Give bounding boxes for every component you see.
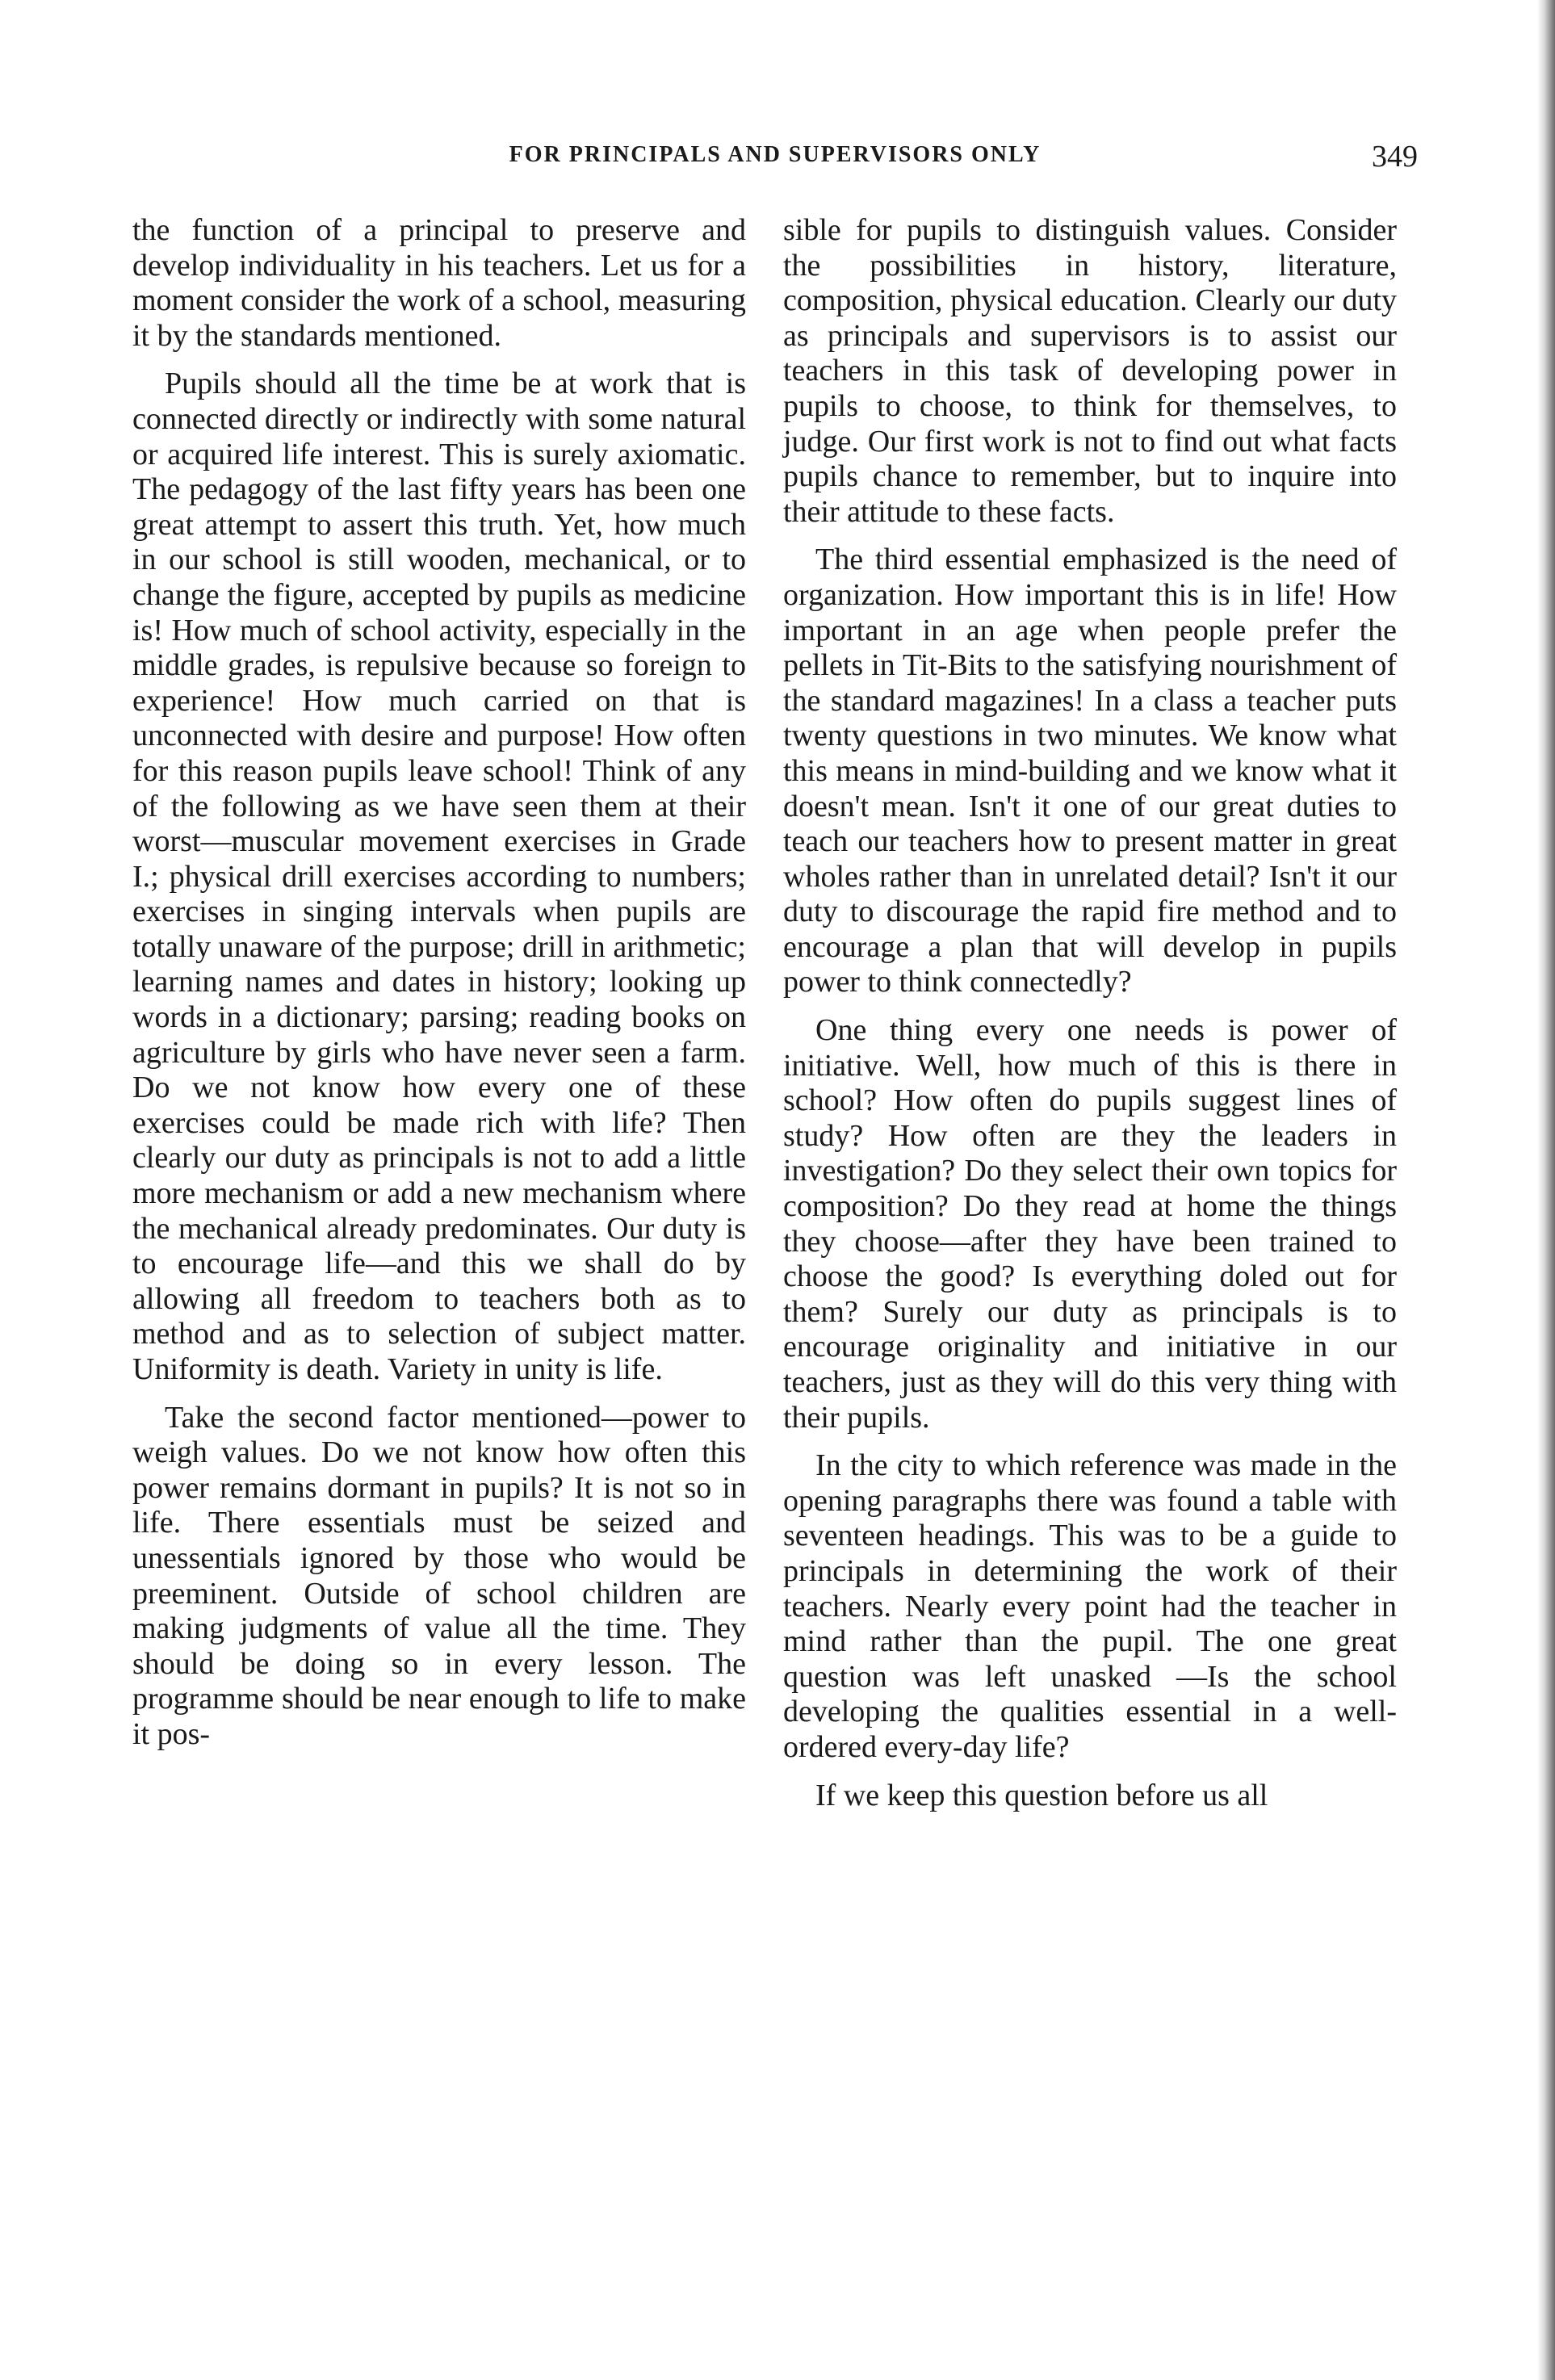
running-head: FOR PRINCIPALS AND SUPERVISORS ONLY <box>509 142 1042 167</box>
paragraph-right-4: In the city to which reference was made in the opening paragraphs there was found a table with seventeen headings. This was to be a guide to principals in determining the work of their teachers. Nearly every point had the teacher in mind rather than the pupil. The one great question was left unasked —Is the school developing the qualities essential in a well-ordered every-day life? <box>783 1448 1397 1764</box>
paragraph-right-2: The third essential emphasized is the need of organization. How important this is in life! How important in an age when people prefer the pellets in Tit-Bits to the satisfying nourishment of the standard magazines! In a class a teacher puts twenty questions in two minutes. We know what this means in mind-building and we know what it doesn't mean. Isn't it one of our great duties to teach our teachers how to present matter in great wholes rather than in unrelated detail? Isn't it our duty to discourage the rapid fire method and to encourage a plan that will develop in pupils power to think connectedly? <box>783 543 1397 999</box>
right-column <box>783 213 1397 1826</box>
page-number: 349 <box>1372 140 1418 174</box>
left-column <box>132 213 746 1766</box>
paragraph-right-1: sible for pupils to distinguish values. Consider the possibilities in history, literature, composition, physical education. Clearly our duty as principals and supervisors is to assist our teachers in this task of developing power in pupils to choose, to think for themselves, to judge. Our first work is not to find out what facts pupils chance to remember, but to inquire into their attitude to these facts. <box>783 213 1397 529</box>
paragraph-left-1: the function of a principal to preserve and develop individuality in his teachers. Let us for a moment consider the work of a school, measuring it by the standards mentioned. <box>132 213 746 353</box>
page-header <box>0 139 1555 179</box>
paragraph-right-5: If we keep this question before us all <box>815 1778 1268 1812</box>
page-edge-shadow <box>1537 0 1555 2380</box>
paragraph-left-2: Pupils should all the time be at work that is connected directly or indirectly with some natural or acquired life interest. This is surely axiomatic. The pedagogy of the last fifty years has been one great attempt to assert this truth. Yet, how much in our school is still wooden, mechanical, or to change the figure, accepted by pupils as medicine is! How much of school activity, especially in the middle grades, is repulsive because so foreign to experience! How much carried on that is unconnected with desire and purpose! How often for this reason pupils leave school! Think of any of the following as we have seen them at their worst—muscular movement exercises in Grade I.; physical drill exercises according to numbers; exercises in singing intervals when pupils are totally unaware of the purpose; drill in arithmetic; learning names and dates in history; looking up words in a dictionary; parsing; reading books on agriculture by girls who have never seen a farm. Do we not know how every one of these exercises could be made rich with life? Then clearly our duty as principals is not to add a little more mechanism or add a new mechanism where the mechanical already predominates. Our duty is to encourage life—and this we shall do by allowing all freedom to teachers both as to method and as to selection of subject matter. Uniformity is death. Variety in unity is life. <box>132 367 746 1386</box>
paragraph-right-3: One thing every one needs is power of initiative. Well, how much of this is there in school? How often do pupils suggest lines of study? How often are they the leaders in investigation? Do they select their own topics for composition? Do they read at home the things they choose—after they have been trained to choose the good? Is everything doled out for them? Surely our duty as principals is to encourage originality and initiative in our teachers, just as they will do this very thing with their pupils. <box>783 1013 1397 1435</box>
paragraph-left-3: Take the second factor mentioned—power to weigh values. Do we not know how often this power remains dormant in pupils? It is not so in life. There essentials must be seized and unessentials ignored by those who would be preeminent. Outside of school children are making judgments of value all the time. They should be doing so in every lesson. The programme should be near enough to life to make it pos- <box>132 1400 746 1751</box>
